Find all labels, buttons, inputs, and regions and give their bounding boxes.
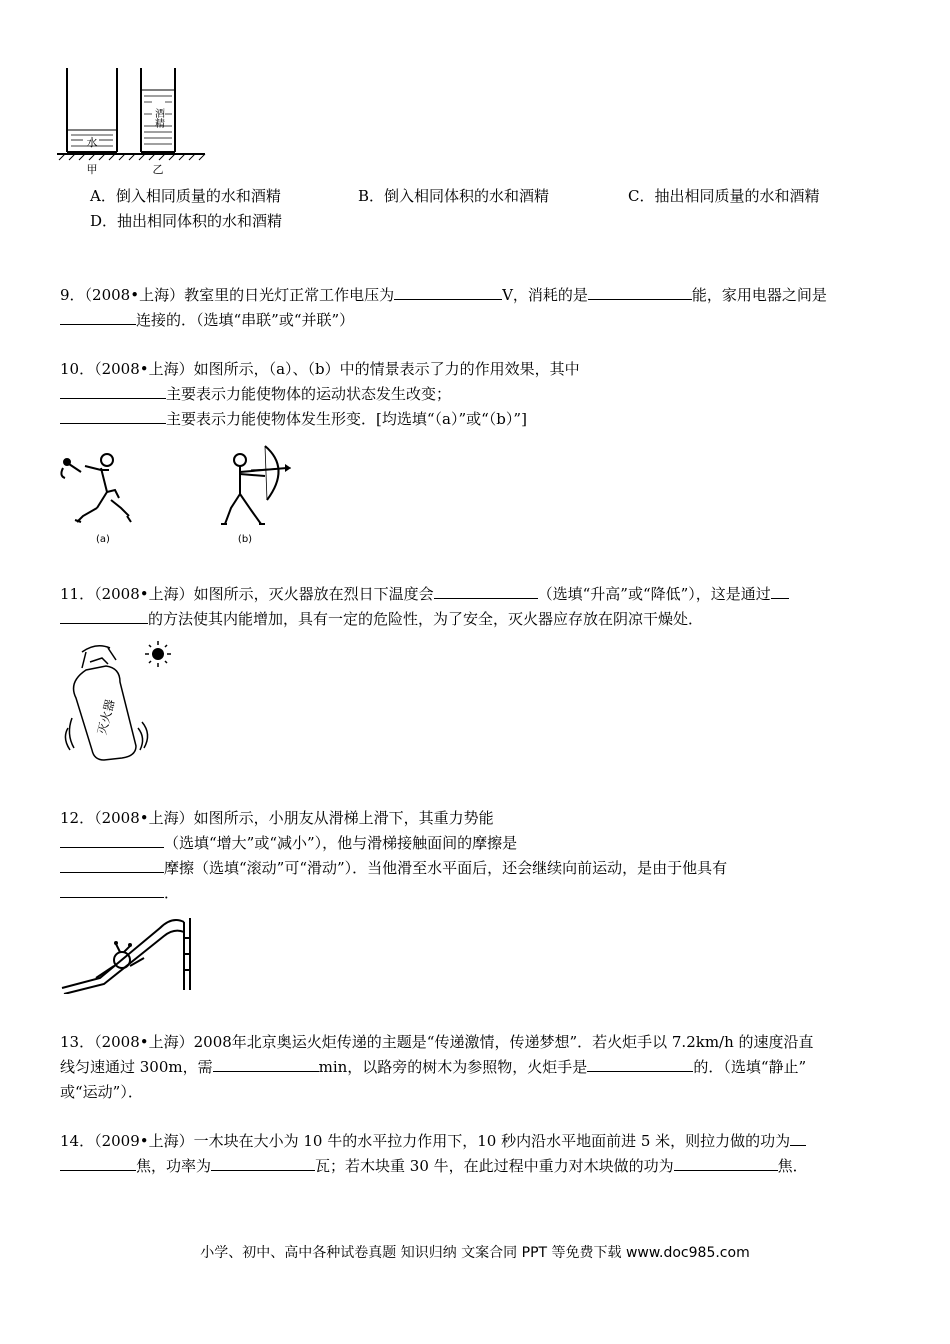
- q13-line1: 13．（2008•上海）2008年北京奥运火炬传递的主题是“传递激情，传递梦想”．若火炬手以 7.2km/h 的速度沿直: [60, 1033, 814, 1051]
- option-c: C．抽出相同质量的水和酒精: [628, 187, 820, 205]
- q14-text: 焦．: [777, 1157, 808, 1175]
- q9-blank-3: [60, 310, 136, 325]
- q12-line2: [60, 833, 517, 853]
- option-a: A．倒入相同质量的水和酒精: [90, 187, 281, 205]
- q12-text: （选填“增大”或“减小”），他与滑梯接触面间的摩擦是: [164, 834, 518, 852]
- q9-text: V，消耗的是: [502, 286, 588, 304]
- q12-text: ．: [164, 884, 180, 902]
- q9-text: 能，家用电器之间是: [691, 286, 827, 304]
- q12-line1: 12．（2008•上海）如图所示，小朋友从滑梯上滑下，其重力势能: [60, 809, 494, 827]
- q14-text: 瓦；若木块重 30 牛，在此过程中重力对木块做的功为: [315, 1157, 674, 1175]
- q10-line2: [60, 384, 451, 404]
- q11-text: 的方法使其内能增加，具有一定的危险性，为了安全，灭火器应存放在阴凉干燥处．: [148, 610, 704, 628]
- containers-figure: [55, 60, 210, 178]
- alcohol-label: 酒精: [152, 108, 164, 128]
- batter-figure: [61, 454, 131, 522]
- q11-text: （选填“升高”或“降低”），这是通过: [537, 585, 771, 603]
- q12-text: 摩擦（选填“滚动”可“滑动”）．当他滑至水平面后，还会继续向前运动，是由于他具有: [164, 859, 728, 877]
- q12-line4: [60, 883, 179, 903]
- q13-text: 线匀速通过 300m，需: [60, 1058, 213, 1076]
- q10-text: 主要表示力能使物体发生形变．[均选填“（a）”或“（b）”]: [166, 410, 527, 428]
- q9-text: 连接的．（选填“串联”或“并联”）: [136, 311, 355, 329]
- caption-b: (b): [237, 534, 253, 545]
- q14-blank-2: [211, 1156, 315, 1171]
- page-footer: 小学、初中、高中各种试卷真题 知识归纳 文案合同 PPT 等免费下载 www.doc985.com: [200, 1245, 750, 1261]
- q13-text: min，以路旁的树木为参照物，火炬手是: [318, 1058, 588, 1076]
- q11-blank-2a: [771, 584, 789, 599]
- q11-line1: [60, 584, 789, 604]
- option-d: D．抽出相同体积的水和酒精: [90, 212, 283, 230]
- q10-blank-2: [60, 409, 166, 424]
- q10-line3: [60, 409, 527, 429]
- q14-text: 14．（2009•上海）一木块在大小为 10 牛的水平拉力作用下，10 秒内沿水平地面前进 5 米，则拉力做的功为: [60, 1132, 791, 1150]
- sun-icon: [152, 648, 164, 660]
- q14-text: 焦，功率为: [136, 1157, 212, 1175]
- q11-line2: [60, 609, 703, 629]
- q13-line2: [60, 1057, 806, 1077]
- q13-blank-1: [213, 1057, 319, 1072]
- q9-text: 9．（2008•上海）教室里的日光灯正常工作电压为: [60, 286, 395, 304]
- q14-blank-1b: [60, 1156, 136, 1171]
- yi-label: 乙: [152, 163, 164, 176]
- q14-blank-1a: [790, 1131, 806, 1146]
- q10-line1: 10．（2008•上海）如图所示，（a）、（b）中的情景表示了力的作用效果，其中: [60, 360, 580, 378]
- q13-line3: 或“运动”）．: [60, 1083, 143, 1101]
- q12-blank-1: [60, 833, 164, 848]
- q10-text: 主要表示力能使物体的运动状态发生改变；: [166, 385, 452, 403]
- force-figure: [55, 442, 305, 550]
- q12-blank-2: [60, 858, 164, 873]
- q9-line1: [60, 285, 827, 305]
- q13-text: 的．（选填“静止”: [693, 1058, 807, 1076]
- option-b: B．倒入相同体积的水和酒精: [358, 187, 550, 205]
- q14-line1: [60, 1131, 806, 1151]
- archer-figure: [221, 446, 291, 524]
- water-label: 水: [86, 136, 98, 149]
- q12-blank-3: [60, 883, 164, 898]
- q13-blank-2: [587, 1057, 693, 1072]
- jia-label: 甲: [86, 163, 98, 176]
- q9-blank-2: [588, 285, 692, 300]
- q9-blank-1: [394, 285, 502, 300]
- q14-blank-3: [674, 1156, 778, 1171]
- slide-figure: [60, 908, 195, 994]
- q11-text: 11．（2008•上海）如图所示，灭火器放在烈日下温度会: [60, 585, 434, 603]
- extinguisher-figure: [62, 638, 192, 770]
- extinguisher-label: 灭火器: [94, 697, 118, 737]
- q11-blank-1: [434, 584, 538, 599]
- q14-line2: [60, 1156, 808, 1176]
- q9-line2: [60, 310, 354, 330]
- q12-line3: [60, 858, 727, 878]
- caption-a: (a): [96, 534, 110, 545]
- q11-blank-2b: [60, 609, 148, 624]
- q10-blank-1: [60, 384, 166, 399]
